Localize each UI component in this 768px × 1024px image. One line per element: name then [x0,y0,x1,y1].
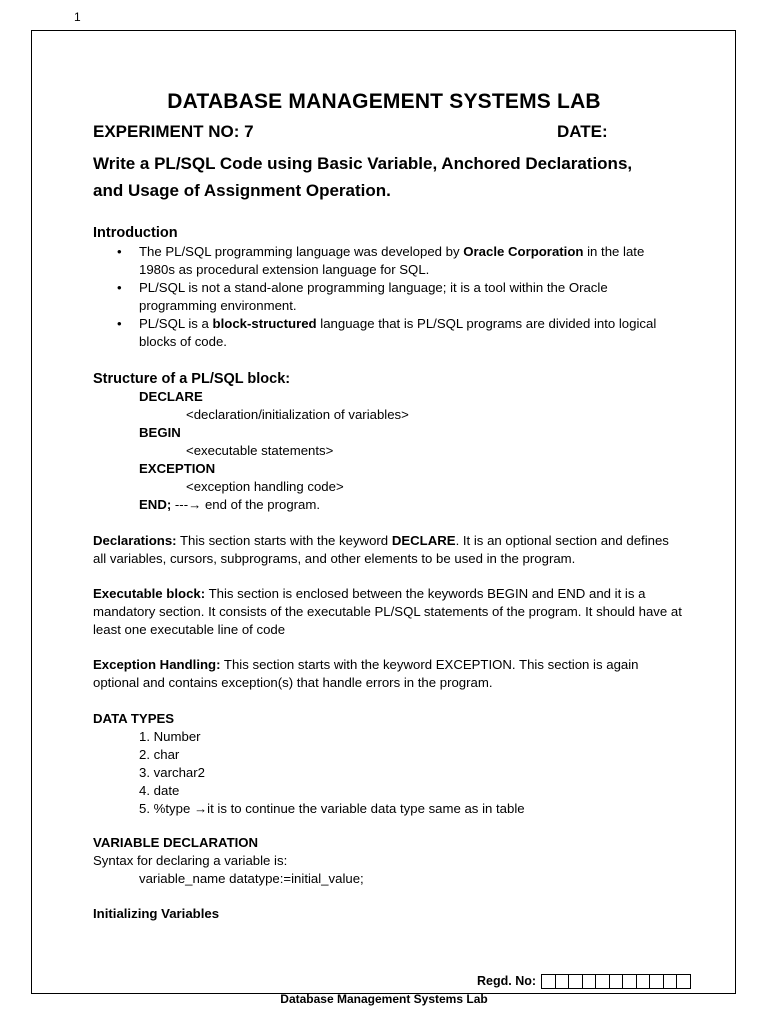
introduction-section [93,223,683,351]
variable-declaration-heading: VARIABLE DECLARATION [93,835,259,850]
declare-body: <declaration/initialization of variables> [186,407,409,422]
experiment-aim [93,150,683,204]
regd-box [568,974,583,989]
aim-line: Write a PL/SQL Code using Basic Variable, Anchored Declarations, [93,154,633,173]
begin-keyword: BEGIN [139,425,181,440]
list-item: • PL/SQL is a block-structured language that is PL/SQL programs are divided into logical blocks of code. [93,315,683,351]
introduction-list [93,243,683,351]
list-item: • The PL/SQL programming language was developed by Oracle Corporation in the late 1980s as procedural extension language for SQL. [93,243,683,279]
aim-line: and Usage of Assignment Operation. [93,181,391,200]
end-line: END; ---→ end of the program. [139,497,321,512]
experiment-row [93,122,653,142]
structure-section [93,370,683,514]
executable-paragraph: Executable block: This section is enclosed between the keywords BEGIN and END and it is a mandatory section. It consists of the executable PL/SQL statements of the program. It should have at least one executable line of code [93,586,682,637]
regd-number-boxes [542,974,691,989]
regd-box [649,974,664,989]
arrow-icon: → [188,497,202,512]
regd-label: Regd. No: [477,974,537,988]
regd-box [541,974,556,989]
introduction-heading: Introduction [93,225,178,241]
exception-keyword: EXCEPTION [139,461,216,476]
experiment-number: EXPERIMENT NO: 7 [93,122,254,141]
declarations-paragraph: Declarations: This section starts with the keyword DECLARE. It is an optional section and defines all variables, cursors, subprograms, and other elements to be used in the program. [93,533,669,566]
list-item: 4. date [139,783,180,798]
regd-box [636,974,651,989]
syntax-intro: Syntax for declaring a variable is: [93,853,288,868]
variable-declaration-section [93,834,683,888]
initializing-section [93,905,683,923]
page-number: 1 [74,10,81,24]
regd-box [555,974,570,989]
regd-box [663,974,678,989]
list-item: 3. varchar2 [139,765,205,780]
data-types-section [93,710,683,818]
date-label: DATE: [557,122,608,141]
regd-box [609,974,624,989]
list-item: 5. %type →it is to continue the variable data type same as in table [139,801,525,816]
list-item: • PL/SQL is not a stand-alone programming language; it is a tool within the Oracle programming environment. [93,279,683,315]
exception-body: <exception handling code> [186,479,344,494]
initializing-heading: Initializing Variables [93,906,220,921]
list-item: 2. char [139,747,180,762]
regd-box [676,974,691,989]
list-item: 1. Number [139,729,201,744]
syntax-line: variable_name datatype:=initial_value; [139,871,364,886]
arrow-icon: → [193,801,208,816]
page-footer: Database Management Systems Lab [280,992,488,1006]
regd-box [622,974,637,989]
declare-keyword: DECLARE [139,389,203,404]
structure-heading: Structure of a PL/SQL block: [93,371,291,387]
regd-box [582,974,597,989]
begin-body: <executable statements> [186,443,334,458]
data-types-heading: DATA TYPES [93,711,175,726]
document-title: DATABASE MANAGEMENT SYSTEMS LAB [167,90,601,113]
regd-box [595,974,610,989]
exception-paragraph: Exception Handling: This section starts with the keyword EXCEPTION. This section is again optional and contains exception(s) that handle errors in the program. [93,657,639,690]
